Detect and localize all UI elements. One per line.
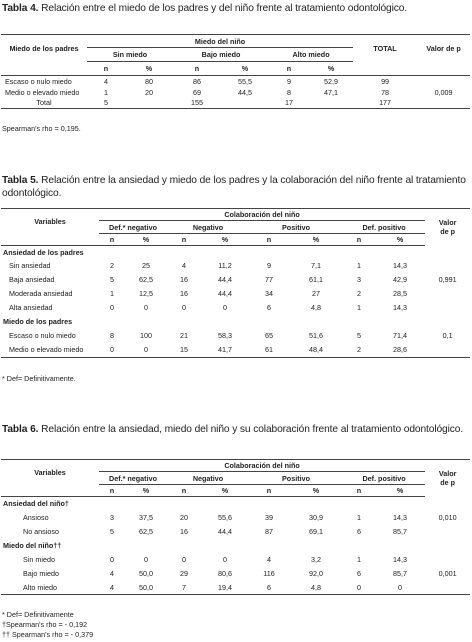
table6-section-label: Ansiedad del niño† <box>3 499 69 509</box>
table-row <box>1 287 470 301</box>
cell: 47,1 <box>324 87 339 97</box>
table4-pct: % <box>309 62 353 76</box>
table-row <box>1 511 470 525</box>
cell: 1 <box>357 261 361 270</box>
table4-caption <box>2 2 466 15</box>
table6-header-row-1 <box>1 460 470 472</box>
cell: 12,5 <box>139 289 153 298</box>
cell: 65 <box>265 330 273 340</box>
cell: 4 <box>267 555 271 564</box>
cell: 3 <box>357 275 361 284</box>
table6-n: n <box>249 485 289 497</box>
cell: 15 <box>167 343 201 358</box>
cell: 58,3 <box>218 330 232 340</box>
cell: 16 <box>180 275 188 284</box>
cell: 92,0 <box>309 569 323 578</box>
cell: 9 <box>287 76 291 86</box>
table4-head-child: Miedo del niño <box>87 35 353 48</box>
table4-head-total: TOTAL <box>353 35 417 62</box>
table6-n: n <box>343 485 375 497</box>
row-label: Bajo miedo <box>23 569 59 578</box>
cell: 50,0 <box>125 581 167 595</box>
table6-head-p-line2: de p <box>440 478 455 488</box>
cell: 80 <box>145 76 153 86</box>
cell: 3 <box>110 513 114 522</box>
table6-caption-text: Relación entre la ansiedad, miedo del niño y su colaboración frente al tratamiento odontológico. <box>38 424 464 435</box>
table4-header-row-1 <box>1 35 470 48</box>
cell: 25 <box>142 261 150 270</box>
cell: 28,6 <box>375 343 425 358</box>
table6-caption <box>2 423 466 436</box>
table5-n: n <box>249 234 289 246</box>
table5-head-p <box>425 209 470 246</box>
cell: 62,5 <box>139 275 153 284</box>
row-label: Medio o elevado miedo <box>5 87 80 97</box>
cell: 61,1 <box>309 275 323 284</box>
cell-total: 78 <box>381 87 390 97</box>
cell-total: 177 <box>353 98 417 109</box>
table6-group: Def. positivo <box>343 472 425 485</box>
row-label: Sin ansiedad <box>9 261 51 270</box>
row-label: Ansioso <box>23 513 49 522</box>
cell: 48,4 <box>289 343 343 358</box>
table5-pct: % <box>201 234 249 246</box>
cell: 1 <box>110 289 114 298</box>
cell: 34 <box>265 289 273 298</box>
cell: 4,8 <box>311 303 321 312</box>
cell: 5 <box>87 98 125 109</box>
table6-n: n <box>99 485 125 497</box>
table5-head-collab: Colaboración del niño <box>99 209 425 221</box>
table6-footnote-2: †Spearman's rho = - 0,192 <box>2 620 88 629</box>
cell: 2 <box>357 289 361 298</box>
cell: 1 <box>357 513 361 522</box>
cell: 0 <box>110 303 114 312</box>
cell: 20 <box>145 87 153 97</box>
table6-footnote-1: * Def= Definitivamente <box>2 610 74 619</box>
cell: 0 <box>144 303 148 312</box>
cell: 28,5 <box>393 289 408 298</box>
cell: 14,3 <box>393 261 408 270</box>
table6-group: Positivo <box>249 472 343 485</box>
table4-n: n <box>173 62 221 76</box>
table6-head-p <box>425 460 470 497</box>
cell: 85,7 <box>393 569 408 578</box>
cell: 4,8 <box>289 581 343 595</box>
cell: 0 <box>182 555 186 564</box>
table-row <box>1 259 470 273</box>
row-label: Escaso o nulo miedo <box>5 76 72 86</box>
cell: 100 <box>140 330 152 340</box>
table5-section-label: Miedo de los padres <box>3 316 73 326</box>
cell: 30,9 <box>309 513 323 522</box>
cell: 44,4 <box>218 275 232 284</box>
table5-pct: % <box>375 234 425 246</box>
cell: 29 <box>180 569 188 578</box>
table4-caption-text: Relación entre el miedo de los padres y del niño frente al tratamiento odontológico. <box>38 3 408 14</box>
cell: 85,7 <box>393 527 408 536</box>
cell: 27 <box>312 289 320 298</box>
cell: 4 <box>110 569 114 578</box>
cell: 16 <box>180 289 188 298</box>
table5-caption-label: Tabla 5. <box>2 175 39 186</box>
table5-head-p-line1: Valor <box>438 218 457 228</box>
table4-head-p: Valor de p <box>417 35 470 62</box>
table4-caption-label: Tabla 4. <box>2 3 39 14</box>
row-label: Baja ansiedad <box>9 275 55 284</box>
table5-caption-text: Relación entre la ansiedad y miedo de los padres y la colaboración del niño frente al tratamiento odontológico. <box>2 175 466 199</box>
table5-header-row-1 <box>1 209 470 221</box>
cell: 51,6 <box>309 330 323 340</box>
cell: 4 <box>182 261 186 270</box>
cell: 19,4 <box>201 581 249 595</box>
cell: 9 <box>267 261 271 270</box>
cell: 0 <box>223 303 227 312</box>
table4-pct: % <box>221 62 269 76</box>
cell: 5 <box>110 527 114 536</box>
cell-p-value: 0,1 <box>442 330 453 340</box>
cell: 44,5 <box>238 87 252 97</box>
row-label: Total <box>1 98 87 109</box>
cell: 16 <box>180 527 188 536</box>
table-row <box>1 301 470 315</box>
cell: 5 <box>357 330 361 340</box>
cell: 6 <box>267 303 271 312</box>
cell-p-value: 0,001 <box>438 569 457 578</box>
table5 <box>1 208 470 358</box>
cell: 6 <box>249 581 289 595</box>
row-label: No ansioso <box>23 527 59 536</box>
cell: 87 <box>265 527 273 536</box>
cell: 116 <box>263 569 275 578</box>
table6-group: Def.* negativo <box>99 472 167 485</box>
table5-n: n <box>167 234 201 246</box>
cell: 0 <box>343 581 375 595</box>
cell: 69,1 <box>309 527 323 536</box>
row-label: Alta ansiedad <box>9 303 53 312</box>
table5-pct: % <box>289 234 343 246</box>
table-row <box>1 98 470 109</box>
table-row <box>1 87 470 98</box>
table5-section-label: Ansiedad de los padres <box>3 247 84 257</box>
cell <box>125 98 173 109</box>
cell: 5 <box>110 275 114 284</box>
cell-p-value: 0,991 <box>438 275 457 284</box>
cell: 14,3 <box>393 303 408 312</box>
cell: 11,2 <box>218 261 232 270</box>
table5-head-variables: Variables <box>1 209 99 234</box>
table5-head-p-line2: de p <box>440 227 455 237</box>
cell: 50,0 <box>139 569 153 578</box>
table5-n: n <box>343 234 375 246</box>
table4 <box>1 34 470 109</box>
table6 <box>1 459 470 595</box>
table6-section-row <box>1 539 470 553</box>
cell: 61 <box>249 343 289 358</box>
cell: 1 <box>357 303 361 312</box>
table5-group: Negativo <box>167 221 249 234</box>
table6-header-row-3 <box>1 485 470 497</box>
row-label: Medio o elevado miedo <box>1 343 99 358</box>
cell: 155 <box>173 98 221 109</box>
table-row <box>1 328 470 343</box>
table6-footnote-3: †† Spearman's rho = - 0,379 <box>2 630 94 639</box>
cell: 14,3 <box>393 513 408 522</box>
table5-section-row <box>1 315 470 328</box>
table5-pct: % <box>125 234 167 246</box>
cell: 0 <box>110 555 114 564</box>
cell: 7 <box>167 581 201 595</box>
table4-head-parents: Miedo de los padres <box>1 35 87 62</box>
cell: 0 <box>144 555 148 564</box>
cell: 77 <box>265 275 273 284</box>
table5-n: n <box>99 234 125 246</box>
cell: 6 <box>357 569 361 578</box>
cell: 6 <box>357 527 361 536</box>
table6-pct: % <box>375 485 425 497</box>
cell: 4 <box>99 581 125 595</box>
cell: 7,1 <box>311 261 321 270</box>
cell: 0 <box>375 581 425 595</box>
row-label: Escaso o nulo miedo <box>9 330 76 340</box>
cell: 44,4 <box>218 289 232 298</box>
table6-caption-label: Tabla 6. <box>2 424 39 435</box>
table6-section-label: Miedo del niño†† <box>3 541 62 550</box>
cell: 2 <box>110 261 114 270</box>
cell: 44,4 <box>218 527 232 536</box>
table-row <box>1 76 470 87</box>
table5-group: Def.* negativo <box>99 221 167 234</box>
cell: 1 <box>357 555 361 564</box>
cell: 8 <box>110 330 114 340</box>
table-row <box>1 567 470 581</box>
cell: 62,5 <box>139 527 153 536</box>
table6-head-collab: Colaboración del niño <box>99 460 425 472</box>
cell: 2 <box>343 343 375 358</box>
cell: 0 <box>223 555 227 564</box>
cell: 37,5 <box>139 513 153 522</box>
cell: 20 <box>180 513 188 522</box>
cell: 52,9 <box>324 76 339 86</box>
cell: 4 <box>104 76 108 86</box>
table6-pct: % <box>289 485 343 497</box>
table4-pct: % <box>125 62 173 76</box>
cell-total: 99 <box>381 76 390 86</box>
table6-n: n <box>167 485 201 497</box>
table5-header-row-3 <box>1 234 470 246</box>
cell: 42,9 <box>393 275 408 284</box>
cell: 69 <box>193 87 201 97</box>
row-label: Moderada ansiedad <box>9 289 73 298</box>
table-row <box>1 525 470 539</box>
cell: 0 <box>182 303 186 312</box>
row-label: Alto miedo <box>1 581 99 595</box>
table5-group: Def. positivo <box>343 221 425 234</box>
cell: 0 <box>125 343 167 358</box>
cell: 71,4 <box>393 330 408 340</box>
cell: 0 <box>99 343 125 358</box>
cell: 3,2 <box>311 555 321 564</box>
table6-group: Negativo <box>167 472 249 485</box>
table4-group: Alto miedo <box>269 48 353 62</box>
table-row <box>1 581 470 595</box>
table6-head-variables: Variables <box>1 460 99 485</box>
cell: 86 <box>193 76 201 86</box>
table4-footnote: Spearman's rho = 0,195. <box>2 124 81 133</box>
row-label: Sin miedo <box>23 555 55 564</box>
cell: 8 <box>287 87 291 97</box>
table4-n: n <box>269 62 309 76</box>
table6-pct: % <box>201 485 249 497</box>
table-row <box>1 553 470 567</box>
cell: 21 <box>180 330 188 340</box>
cell: 55,6 <box>218 513 232 522</box>
table6-pct: % <box>125 485 167 497</box>
table6-section-row <box>1 497 470 511</box>
cell: 80,6 <box>218 569 232 578</box>
table4-group: Sin miedo <box>87 48 173 62</box>
table5-caption <box>2 174 466 200</box>
cell: 55,5 <box>238 76 252 86</box>
cell <box>221 98 269 109</box>
cell: 14,3 <box>393 555 408 564</box>
cell: 17 <box>269 98 309 109</box>
cell: 41,7 <box>201 343 249 358</box>
table-row <box>1 273 470 287</box>
table-row <box>1 343 470 358</box>
table5-section-row <box>1 246 470 259</box>
cell <box>309 98 353 109</box>
table4-n: n <box>87 62 125 76</box>
table5-footnote: * Def= Definitivamente. <box>2 374 76 383</box>
cell-p-value: 0,010 <box>438 513 457 522</box>
table6-head-p-line1: Valor <box>438 469 457 479</box>
cell: 39 <box>265 513 273 522</box>
table4-header-row-3 <box>1 62 470 76</box>
table4-group: Bajo miedo <box>173 48 269 62</box>
table5-group: Positivo <box>249 221 343 234</box>
cell: 1 <box>104 87 108 97</box>
cell-p-value: 0,009 <box>434 87 453 97</box>
